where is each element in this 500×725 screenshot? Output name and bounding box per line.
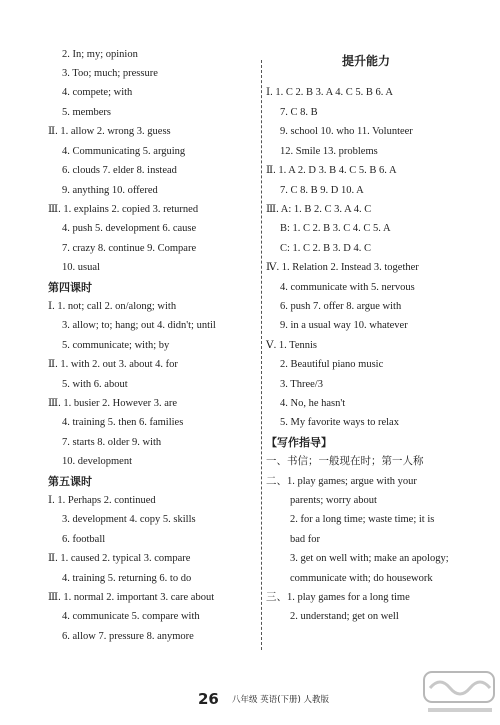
answer-line: 二、1. play games; argue with your [266,476,417,487]
section-title: 提升能力 [342,54,391,68]
answer-line: C: 1. C 2. B 3. D 4. C [280,243,372,254]
watermark-logo [420,668,498,720]
answer-line: 6. football [62,534,106,545]
answer-line: Ⅳ. 1. Relation 2. Instead 3. together [266,262,419,273]
answer-line: 4. No, he hasn't [280,398,346,409]
answer-line: 7. C 8. B 9. D 10. A [280,185,364,196]
answer-line: 5. communicate; with; by [62,340,170,351]
answer-line: 2. for a long time; waste time; it is [290,514,435,525]
answer-line: 7. C 8. B [280,107,318,118]
answer-line: Ⅱ. 1. A 2. D 3. B 4. C 5. B 6. A [266,165,397,176]
answer-line: bad for [290,534,321,545]
answer-line: 10. development [62,456,132,467]
section-heading: 第五课时 [48,475,92,488]
answer-line: Ⅰ. 1. not; call 2. on/along; with [48,301,177,312]
answer-line: 7. starts 8. older 9. with [62,437,162,448]
answer-line: 5. members [62,107,111,118]
answer-line: 6. allow 7. pressure 8. anymore [62,631,194,642]
answer-line: 2. In; my; opinion [62,49,138,60]
answer-line: 5. with 6. about [62,379,128,390]
answer-line: Ⅲ. 1. normal 2. important 3. care about [48,592,215,603]
page-number: 26 [198,690,219,708]
answer-line: 3. get on well with; make an apology; [290,553,449,564]
answer-line: 4. communicate with 5. nervous [280,282,415,293]
answer-line: Ⅱ. 1. with 2. out 3. about 4. for [48,359,178,370]
answer-line: 5. My favorite ways to relax [280,417,399,428]
answer-line: 12. Smile 13. problems [280,146,378,157]
answer-line: Ⅱ. 1. caused 2. typical 3. compare [48,553,191,564]
answer-line: 三、1. play games for a long time [266,592,410,603]
book-info: 八年级 英语(下册) 人教版 [232,695,330,705]
answer-line: 4. compete; with [62,87,133,98]
answer-line: Ⅰ. 1. C 2. B 3. A 4. C 5. B 6. A [266,87,393,98]
answer-line: 4. Communicating 5. arguing [62,146,186,157]
column-divider [261,60,262,650]
answer-line: Ⅴ. 1. Tennis [266,340,317,351]
answer-line: B: 1. C 2. B 3. C 4. C 5. A [280,223,391,234]
answer-line: Ⅲ. A: 1. B 2. C 3. A 4. C [266,204,372,215]
answer-line: parents; worry about [290,495,377,506]
answer-line: Ⅱ. 1. allow 2. wrong 3. guess [48,126,171,137]
answer-line: 4. training 5. returning 6. to do [62,573,192,584]
answer-line: 3. development 4. copy 5. skills [62,514,196,525]
watermark-seal-icon [420,668,498,720]
answer-line: communicate with; do housework [290,573,433,584]
answer-line: 3. Three/3 [280,379,323,390]
answer-line: Ⅲ. 1. explains 2. copied 3. returned [48,204,199,215]
answer-line: 3. allow; to; hang; out 4. didn't; until [62,320,216,331]
section-heading: 【写作指导】 [266,436,332,449]
answer-line: 9. school 10. who 11. Volunteer [280,126,413,137]
answer-line: 2. understand; get on well [290,611,399,622]
answer-line: 9. anything 10. offered [62,185,158,196]
answer-line: 6. push 7. offer 8. argue with [280,301,402,312]
answer-line: 7. crazy 8. continue 9. Compare [62,243,197,254]
answer-line: 4. push 5. development 6. cause [62,223,197,234]
answer-line: 2. Beautiful piano music [280,359,384,370]
section-heading: 第四课时 [48,281,92,294]
answer-line: 一、书信；一般现在时；第一人称 [266,456,424,467]
answer-line: 6. clouds 7. elder 8. instead [62,165,177,176]
answer-line: 9. in a usual way 10. whatever [280,320,408,331]
answer-line: 10. usual [62,262,100,273]
answer-line: 4. training 5. then 6. families [62,417,184,428]
answer-line: 4. communicate 5. compare with [62,611,200,622]
answer-line: Ⅲ. 1. busier 2. However 3. are [48,398,178,409]
answer-line: Ⅰ. 1. Perhaps 2. continued [48,495,156,506]
answer-line: 3. Too; much; pressure [62,68,158,79]
